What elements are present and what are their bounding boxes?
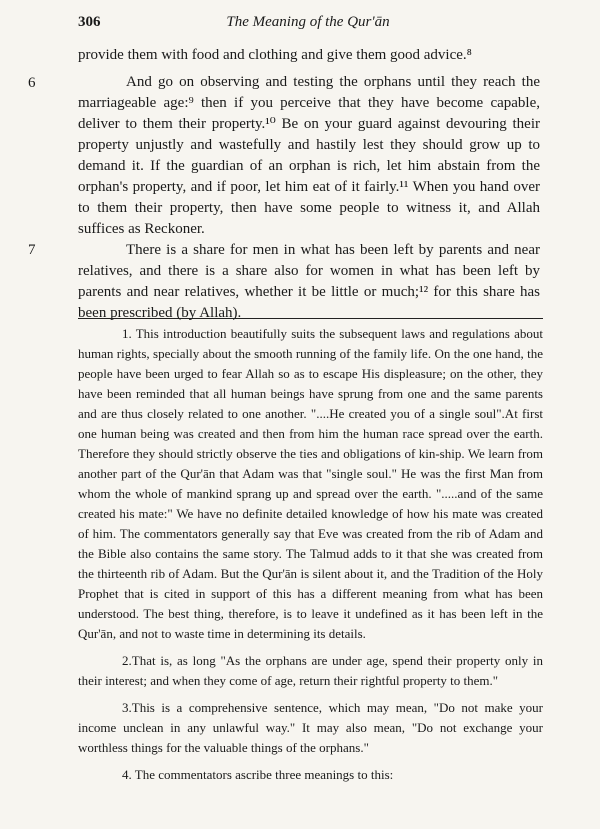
footnote-2: 2.That is, as long "As the orphans are under age, spend their property only in their interest; and when they come of age, return their rightful property to them." <box>78 653 543 688</box>
verse-number-7: 7 <box>28 242 36 258</box>
footnote-1: 1. This introduction beautifully suits the subsequent laws and regulations about human rights, specially about the smooth running of the family life. On the one hand, the people have been urged to fear Allah so as to escape His displeasure; on the other, they have been reminded that all human beings have sprung from one and the same parents and are thus closely related to one another. "....He created you of a single soul".At first one human being was created and then from him the human race spread over the earth. Therefore they should strictly observe the ties and obligations of kin-ship. We learn from another part of the Qur'ān that Adam was that "single soul." He was the first Man from whom the whole of mankind sprang up and spread over the earth. ".....and of the same created his mate:" We have no definite detailed knowledge of how his mate was created of him. The commentators generally say that Eve was created from the rib of Adam and the Bible also contains the same story. The Talmud adds to it that she was created from the thirteenth rib of Adam. But the Qur'ān is silent about it, and the Tradition of the Holy Prophet that is cited in support of this has a different meaning from what has been understood. The best thing, therefore, is to leave it undefined as it has been left in the Qur'ān, and not to waste time in determining its details. <box>78 326 543 641</box>
footnotes-section <box>78 324 543 785</box>
page-header <box>78 14 538 36</box>
page-number: 306 <box>78 14 101 30</box>
verse-number-6: 6 <box>28 75 36 91</box>
verse-7-text: There is a share for men in what has been left by parents and near relatives, and there is a share also for women in what has been left by parents and near relatives, whether it be little or much;¹² for this share has been prescribed (by Allah). <box>78 242 540 321</box>
continued-paragraph: provide them with food and clothing and give them good advice.⁸ <box>78 47 472 63</box>
footnote-3: 3.This is a comprehensive sentence, which may mean, "Do not make your income unclean in any unlawful way." It may also mean, "Do not exchange your worthless things for the valuable things of the orphans." <box>78 700 543 755</box>
verse-6-text: And go on observing and testing the orphans until they reach the marriageable age:⁹ then if you perceive that they have become capable, deliver to them their property.¹⁰ Be on your guard against devouring their property unjustly and wastefully and hastily lest they should grow up to demand it. If the guardian of an orphan is rich, let him abstain from the orphan's property, and if poor, let him eat of it fairly.¹¹ When you hand over to them their property, then have some people to witness it, and Allah suffices as Reckoner. <box>78 74 540 237</box>
running-title: The Meaning of the Qur'ān <box>226 14 390 30</box>
footnote-divider <box>78 318 543 319</box>
footnote-4: 4. The commentators ascribe three meanings to this: <box>122 767 394 782</box>
